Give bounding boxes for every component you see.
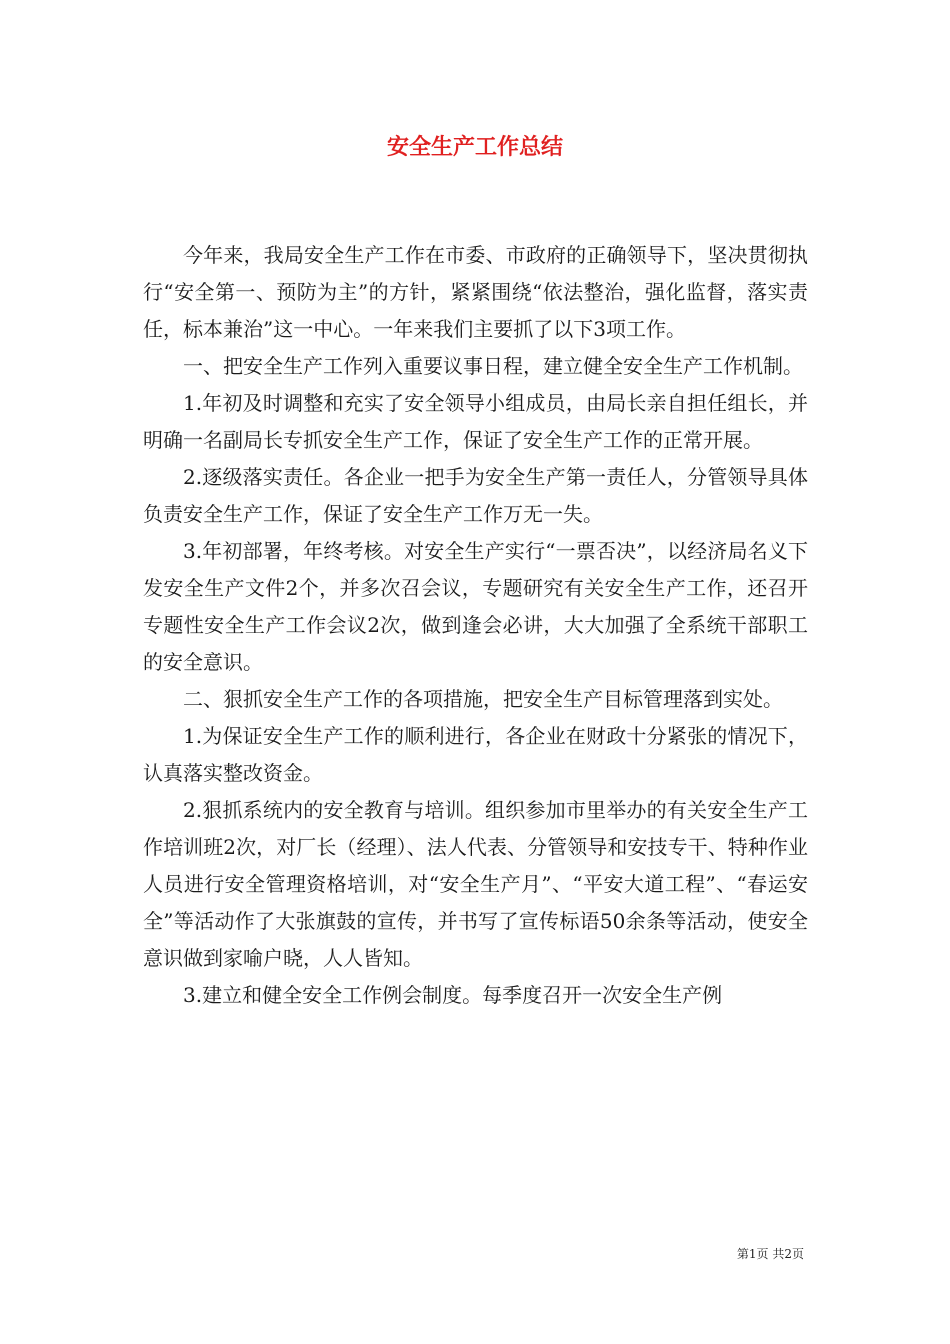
paragraph-item-1-3: 3.年初部署，年终考核。对安全生产实行“一票否决”，以经济局名义下发安全生产文件2个，并多次召会议，专题研究有关安全生产工作，还召开专题性安全生产工作会议2次，做到逢会必讲，大大加强了全系统干部职工的安全意识。 — [143, 539, 808, 674]
document-body — [143, 237, 808, 1014]
paragraph-item-2-1: 1.为保证安全生产工作的顺利进行，各企业在财政十分紧张的情况下，认真落实整改资金。 — [143, 724, 808, 785]
paragraph-section-1-heading: 一、把安全生产工作列入重要议事日程，建立健全安全生产工作机制。 — [183, 354, 803, 378]
paragraph-item-1-1: 1.年初及时调整和充实了安全领导小组成员，由局长亲自担任组长，并明确一名副局长专抓安全生产工作，保证了安全生产工作的正常开展。 — [143, 391, 808, 452]
paragraph-item-2-3: 3.建立和健全安全工作例会制度。每季度召开一次安全生产例 — [183, 983, 723, 1007]
page-number-footer: 第1页 共2页 — [736, 1247, 804, 1261]
document-title: 安全生产工作总结 — [386, 135, 563, 160]
paragraph-section-2-heading: 二、狠抓安全生产工作的各项措施，把安全生产目标管理落到实处。 — [183, 687, 783, 711]
paragraph-item-2-2: 2.狠抓系统内的安全教育与培训。组织参加市里举办的有关安全生产工作培训班2次，对厂长（经理）、法人代表、分管领导和安技专干、特种作业人员进行安全管理资格培训，对“安全生产月”、“平安大道工程”、“春运安全”等活动作了大张旗鼓的宣传，并书写了宣传标语50余条等活动，使安全意识做到家喻户晓，人人皆知。 — [143, 798, 808, 970]
paragraph-item-1-2: 2.逐级落实责任。各企业一把手为安全生产第一责任人，分管领导具体负责安全生产工作，保证了安全生产工作万无一失。 — [143, 465, 808, 526]
paragraph-intro: 今年来，我局安全生产工作在市委、市政府的正确领导下，坚决贯彻执行“安全第一、预防为主”的方针，紧紧围绕“依法整治，强化监督，落实责任，标本兼治”这一中心。一年来我们主要抓了以下3项工作。 — [143, 243, 808, 341]
